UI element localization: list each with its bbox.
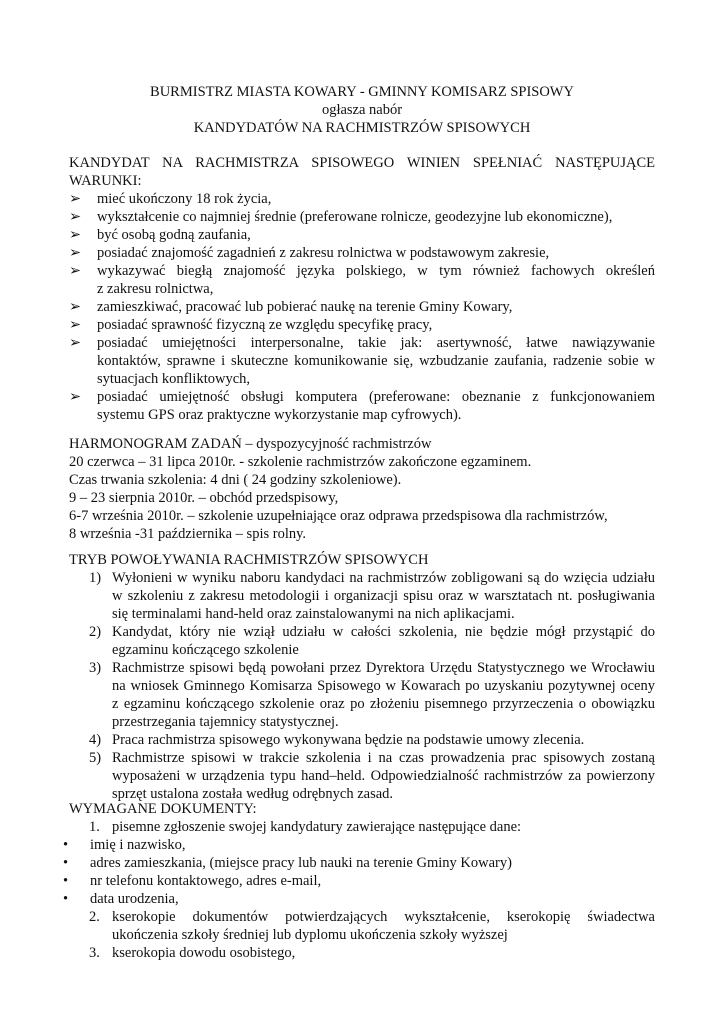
appointment-item-text: Praca rachmistrza spisowego wykonywana będzie na podstawie umowy zlecenia.: [112, 732, 585, 748]
arrow-bullet-icon: ➢: [69, 299, 82, 315]
appointment-item-number: 3): [89, 660, 102, 676]
appointment-item-text: Wyłonieni w wyniku naboru kandydaci na rachmistrzów zobligowani są do wzięcia udziału: [112, 570, 655, 586]
documents-item-1-number: 1.: [89, 819, 100, 835]
appointment-list: [69, 570, 655, 804]
requirement-text: mieć ukończony 18 rok życia,: [97, 191, 272, 207]
requirement-item: [69, 209, 655, 227]
arrow-bullet-icon: ➢: [69, 245, 82, 261]
requirement-text: systemu GPS oraz praktyczne wykorzystanie map cyfrowych).: [97, 407, 462, 423]
schedule-list: [69, 454, 655, 544]
appointment-item: [69, 624, 655, 660]
schedule-heading: HARMONOGRAM ZADAŃ – dyspozycyjność rachmistrzów: [69, 436, 432, 452]
requirements-heading: KANDYDAT NA RACHMISTRZA SPISOWEGO WINIEN SPEŁNIAĆ NASTĘPUJĄCE: [69, 155, 655, 171]
appointment-item-text: sprzęt ustalona została według odrębnych zasad.: [112, 786, 394, 802]
appointment-item-number: 2): [89, 624, 102, 640]
arrow-bullet-icon: ➢: [69, 227, 82, 243]
schedule-line: 6-7 września 2010r. – szkolenie uzupełniające oraz odprawa przedspisowa dla rachmistrzów,: [69, 508, 608, 524]
document-bullet-item: [63, 891, 655, 909]
appointment-item-text: w szkoleniu z zakresu metodologii i organizacji spisu oraz w warsztatach nt. posługiwania: [112, 588, 655, 604]
requirement-text: kontaktów, sprawne i skuteczne komunikowanie się, wzbudzanie zaufania, radzenie sobie w: [97, 353, 655, 369]
requirements-heading-cont: WARUNKI:: [69, 173, 142, 189]
appointment-item: [69, 750, 655, 804]
header-heading: KANDYDATÓW NA RACHMISTRZÓW SPISOWYCH: [193, 120, 531, 136]
documents-item-2-line: ukończenia szkoły średniej lub dyplomu ukończenia szkoły wyższej: [112, 927, 508, 943]
appointment-item: [69, 660, 655, 732]
requirement-item: [69, 191, 655, 209]
documents-item-3: [69, 945, 655, 963]
appointment-item-number: 5): [89, 750, 102, 766]
bullet-dot-icon: •: [63, 837, 69, 853]
documents-section: [63, 801, 655, 963]
requirement-item: [69, 299, 655, 317]
document-bullet-item: [63, 873, 655, 891]
requirements-section: [69, 155, 655, 425]
requirement-text: być osobą godną zaufania,: [97, 227, 251, 243]
requirement-text: posiadać umiejętności interpersonalne, takie jak: asertywność, łatwe nawiązywanie: [97, 335, 655, 351]
documents-item-2-line: kserokopie dokumentów potwierdzających wykształcenie, kserokopię świadectwa: [112, 909, 655, 925]
schedule-line: 8 września -31 października – spis rolny.: [69, 526, 307, 542]
appointment-section: [69, 552, 655, 804]
schedule-section: [69, 436, 655, 544]
appointment-item-number: 4): [89, 732, 102, 748]
arrow-bullet-icon: ➢: [69, 191, 82, 207]
header-subtitle: ogłasza nabór: [321, 102, 403, 118]
requirement-text: z zakresu rolnictwa,: [97, 281, 214, 297]
documents-item-3-number: 3.: [89, 945, 100, 961]
schedule-line: 9 – 23 sierpnia 2010r. – obchód przedspisowy,: [69, 490, 339, 506]
documents-item-2-number: 2.: [89, 909, 100, 925]
document-bullet-item: [63, 837, 655, 855]
requirement-item: [69, 263, 655, 299]
appointment-item: [69, 732, 655, 750]
appointment-item-text: Rachmistrze spisowi będą powołani przez Dyrektora Urzędu Statystycznego we Wrocławiu: [112, 660, 655, 676]
requirement-text: posiadać sprawność fizyczną ze względu specyfikę pracy,: [97, 317, 433, 333]
documents-item-1: [69, 819, 655, 837]
appointment-item: [69, 570, 655, 624]
requirement-text: posiadać znajomość zagadnień z zakresu rolnictwa w podstawowym zakresie,: [97, 245, 550, 261]
bullet-dot-icon: •: [63, 873, 69, 889]
appointment-item-text: przestrzegania tajemnicy statystycznej.: [112, 714, 339, 730]
requirement-item: [69, 245, 655, 263]
arrow-bullet-icon: ➢: [69, 263, 82, 279]
arrow-bullet-icon: ➢: [69, 317, 82, 333]
requirements-list: [69, 191, 655, 425]
appointment-item-text: z egzaminu kończącego szkolenie oraz po złożeniu pisemnego przyrzeczenia o obowiązku: [112, 696, 655, 712]
document-bullet-text: data urodzenia,: [90, 891, 179, 907]
bullet-dot-icon: •: [63, 855, 69, 871]
schedule-line: 20 czerwca – 31 lipca 2010r. - szkolenie rachmistrzów zakończone egzaminem.: [69, 454, 532, 470]
requirement-text: wykształcenie co najmniej średnie (preferowane rolnicze, geodezyjne lub ekonomiczne),: [97, 209, 613, 225]
schedule-line: Czas trwania szkolenia: 4 dni ( 24 godziny szkoleniowe).: [69, 472, 402, 488]
appointment-item-number: 1): [89, 570, 102, 586]
appointment-item-text: się terminalami hand-held oraz zainstalowanymi na nich aplikacjami.: [112, 606, 515, 622]
document-bullet-item: [63, 855, 655, 873]
appointment-item-text: Kandydat, który nie wziął udziału w całości szkolenia, nie będzie mógł przystąpić do: [112, 624, 655, 640]
requirement-item: [69, 389, 655, 425]
documents-item-1-text: pisemne zgłoszenie swojej kandydatury zawierające następujące dane:: [112, 819, 522, 835]
appointment-heading: TRYB POWOŁYWANIA RACHMISTRZÓW SPISOWYCH: [69, 552, 429, 568]
requirement-text: posiadać umiejętność obsługi komputera (preferowane: obeznanie z funkcjonowaniem: [97, 389, 655, 405]
documents-heading: WYMAGANE DOKUMENTY:: [69, 801, 257, 817]
arrow-bullet-icon: ➢: [69, 389, 82, 405]
arrow-bullet-icon: ➢: [69, 335, 82, 351]
appointment-item-text: wyposażeni w urządzenia typu hand–held. Odpowiedzialność rachmistrzów za powierzony: [112, 768, 655, 784]
requirement-item: [69, 227, 655, 245]
appointment-item-text: na wniosek Gminnego Komisarza Spisowego w Kowarach po uzyskaniu pozytywnej oceny: [112, 678, 655, 694]
document-header: [0, 84, 724, 138]
requirement-text: wykazywać biegłą znajomość języka polskiego, w tym również fachowych określeń: [97, 263, 655, 279]
documents-item-2: [69, 909, 655, 945]
documents-bullet-list: [63, 837, 655, 909]
document-bullet-text: imię i nazwisko,: [90, 837, 186, 853]
bullet-dot-icon: •: [63, 891, 69, 907]
header-title: BURMISTRZ MIASTA KOWARY - GMINNY KOMISARZ SPISOWY: [150, 84, 574, 100]
requirement-item: [69, 317, 655, 335]
documents-item-3-text: kserokopia dowodu osobistego,: [112, 945, 296, 961]
requirement-item: [69, 335, 655, 389]
appointment-item-text: Rachmistrze spisowi w trakcie szkolenia i na czas prowadzenia prac spisowych zostaną: [112, 750, 655, 766]
requirement-text: zamieszkiwać, pracować lub pobierać naukę na terenie Gminy Kowary,: [97, 299, 513, 315]
arrow-bullet-icon: ➢: [69, 209, 82, 225]
document-bullet-text: nr telefonu kontaktowego, adres e-mail,: [90, 873, 322, 889]
document-bullet-text: adres zamieszkania, (miejsce pracy lub nauki na terenie Gminy Kowary): [90, 855, 512, 871]
appointment-item-text: egzaminu kończącego szkolenie: [112, 642, 299, 658]
requirement-text: sytuacjach konfliktowych,: [97, 371, 251, 387]
